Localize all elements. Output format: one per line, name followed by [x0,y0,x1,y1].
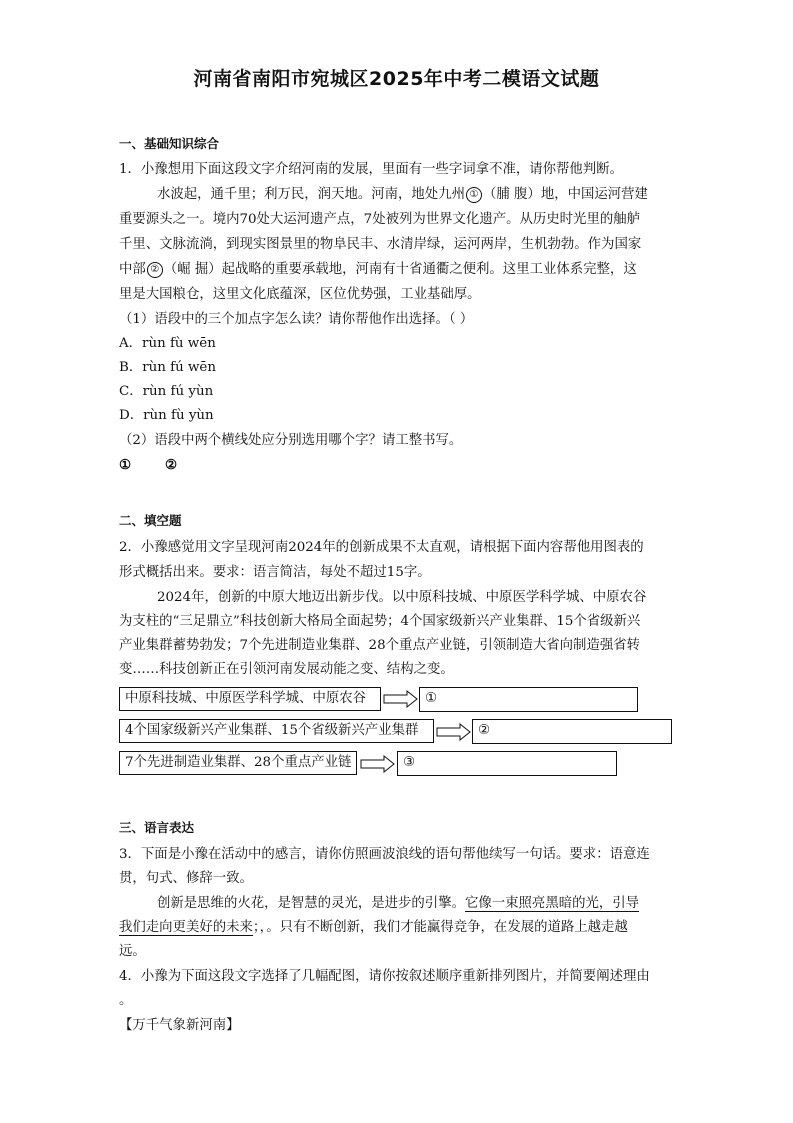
q1-p1-blank: （脯 腹） [482,187,541,202]
section-heading-3: 三、语言表达 [119,820,195,835]
option-b: B．rùn fú wēn [119,360,216,375]
q1-p1-end: 地，中国运河营建 [540,187,648,202]
q2-passage-line-3: 产业集群蓄势勃发；7个先进制造业集群、28个重点产业链，引领制造大省向制造强省转 [119,638,641,653]
q1-sub-question-2: （2）语段中两个横线处应分别选用哪个字？请工整书写。 [119,433,463,448]
flow-source-3: 7个先进制造业集群、28个重点产业链 [119,751,357,775]
q1-passage-line-5: 里是大国粮仓，这里文化底蕴深，区位优势强，工业基础厚。 [119,287,481,302]
flow-answer-2[interactable]: ② [472,719,672,744]
q2-stem-line-2: 形式概括出来。要求：语言简洁，每处不超过15字。 [119,565,431,580]
q4-stem-line-2: 。 [119,993,133,1008]
flow-source-1: 中原科技城、中原医学科学城、中原农谷 [119,687,381,711]
answer-marker-2: ② [165,457,178,473]
q1-sub-question-1: （1）语段中的三个加点字怎么读？请你帮他作出选择。（ ） [119,312,474,327]
q3-passage-line-1 [157,894,639,914]
answer-marker-1: ① [119,457,132,473]
flow-arrow-1-icon [383,690,419,708]
blank-marker-1: ① [466,187,482,203]
q4-stem-line-1: 4．小豫为下面这段文字选择了几幅配图，请你按叙述顺序重新排列图片，并简要阐述理由 [119,969,650,984]
section-heading-2: 二、填空题 [119,513,182,528]
q1-passage-line-2: 重要源头之一。境内70处大运河遗产点，7处被列为世界文化遗产。从历史时光里的舳舻 [119,212,641,227]
q3-passage-line-3: 远。 [119,944,146,959]
q2-passage-line-4: 变……科技创新正在引领河南发展动能之变、结构之变。 [119,662,454,677]
q2-stem-line-1: 2．小豫感觉用文字呈现河南2024年的创新成果不太直观，请根据下面内容帮他用图表的 [119,540,644,555]
option-a: A．rùn fù wēn [119,336,216,351]
flow-answer-1[interactable]: ① [419,687,638,712]
page-title: 河南省南阳市宛城区2025年中考二模语文试题 [193,68,600,90]
q3-passage-line-2 [119,918,628,938]
q1-passage-line-1 [157,185,648,205]
blank-marker-2: ② [147,262,163,278]
q1-p4-start: 中部 [119,262,146,277]
flow-source-2: 4个国家级新兴产业集群、15个省级新兴产业集群 [119,719,434,743]
q1-passage-line-4 [119,260,637,280]
flow-arrow-2-icon [436,723,472,741]
q4-heading: 【万千气象新河南】 [119,1018,240,1033]
section-heading-1: 一、基础知识综合 [119,136,220,151]
q1-p1-text: 水波起，通千里；利万民，润天地。河南，地处九州 [157,187,465,202]
flow-arrow-3-icon [360,755,396,773]
q3-wavy-sentence-part-1: 它像一束照亮黑暗的光，引导 [464,896,640,911]
q1-stem: 1．小豫想用下面这段文字介绍河南的发展，里面有一些字词拿不准，请你帮他判断。 [119,162,623,177]
option-d: D．rùn fù yùn [119,408,214,423]
q3-p2-text: ；，。只有不断创新，我们才能赢得竞争，在发展的道路上越走越 [252,920,628,935]
q1-p4-blank: （崛 掘） [163,262,222,277]
q3-p1-text: 创新是思维的火花，是智慧的灵光，是进步的引擎。 [157,896,465,911]
q3-wavy-sentence-part-2: 我们走向更美好的未来 [119,920,253,935]
q2-passage-line-2: 为支柱的“三足鼎立”科技创新大格局全面起势；4个国家级新兴产业集群、15个省级新兴 [119,614,641,629]
answer-markers [119,455,177,475]
q2-passage-line-1: 2024年，创新的中原大地迈出新步伐。以中原科技城、中原医学科学城、中原农谷 [157,590,647,605]
q1-p4-end: 起战略的重要承载地，河南有十省通衢之便利。这里工业体系完整，这 [221,262,637,277]
q3-stem-line-1: 3．下面是小豫在活动中的感言，请你仿照画波浪线的语句帮他续写一句话。要求：语意连 [119,847,650,862]
option-c: C．rùn fú yùn [119,384,214,399]
q1-passage-line-3: 千里、文脉流淌，到现实图景里的物阜民丰、水清岸绿，运河两岸，生机勃勃。作为国家 [119,237,642,252]
q3-stem-line-2: 贯，句式、修辞一致。 [119,871,253,886]
flow-answer-3[interactable]: ③ [397,751,617,776]
